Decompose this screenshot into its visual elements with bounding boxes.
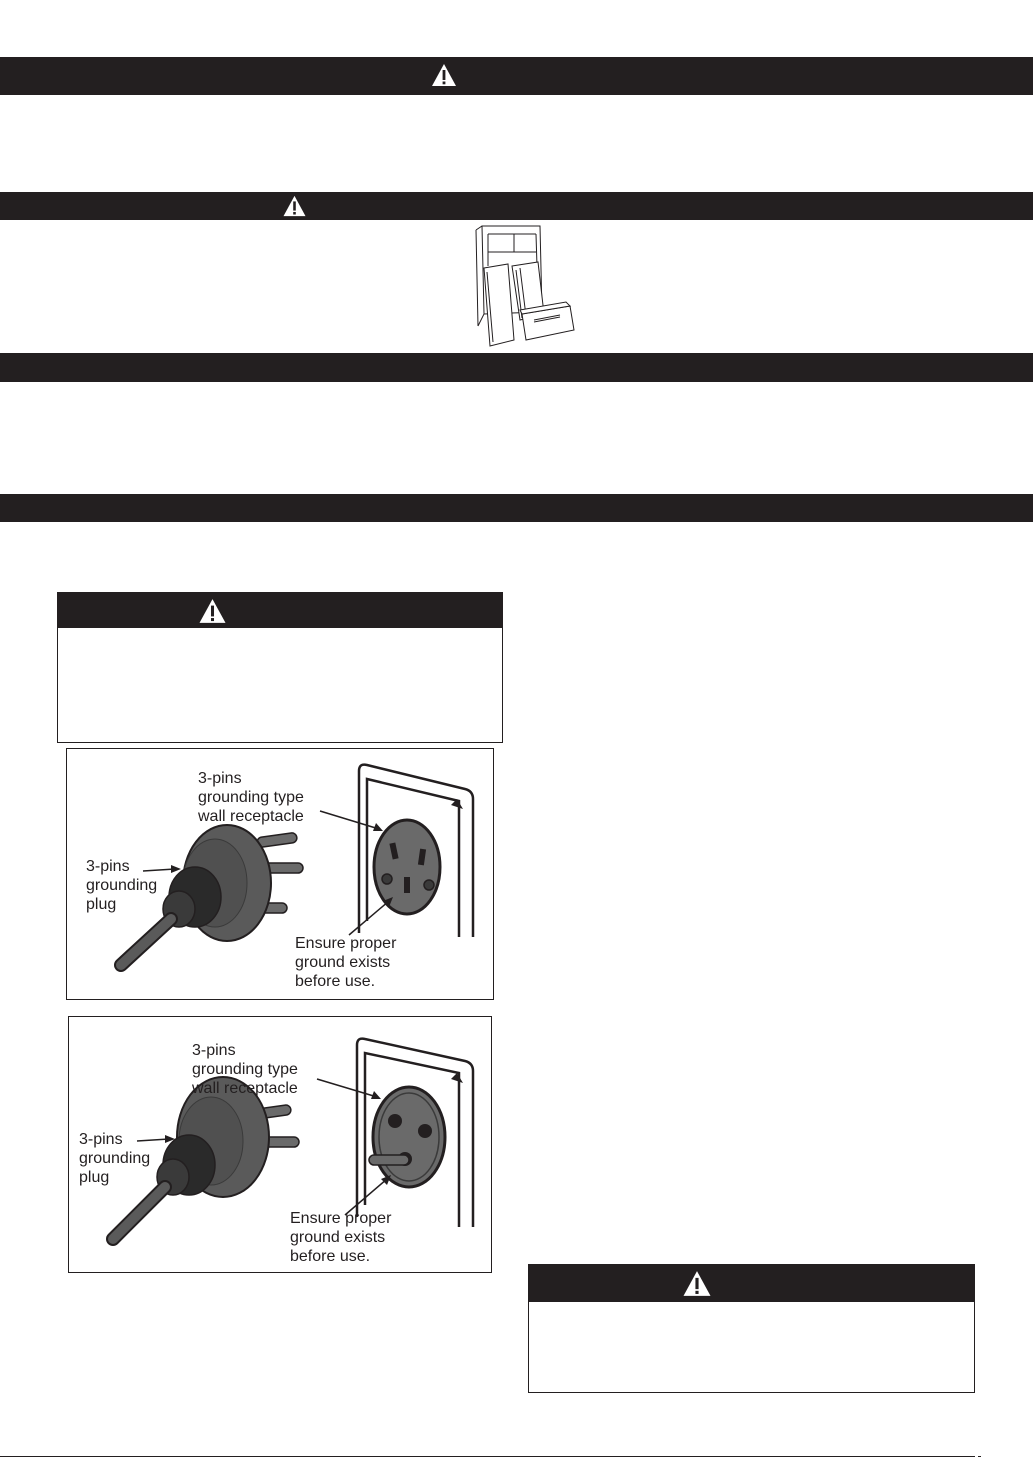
warning-triangle-icon xyxy=(682,1270,712,1297)
warning-header-bar-1 xyxy=(0,57,1033,95)
ground-label: Ensure proper ground exists before use. xyxy=(295,935,397,990)
warning-header-bar-2 xyxy=(0,192,1033,220)
warning-box-left xyxy=(57,592,503,743)
warning-triangle-icon xyxy=(198,598,227,624)
grounding-figure-top xyxy=(66,748,494,1000)
refrigerator-illustration xyxy=(474,222,584,348)
wall-receptacle-shape xyxy=(374,820,440,914)
wall-receptacle-shape xyxy=(373,1087,445,1187)
warning-box-header xyxy=(529,1265,974,1302)
receptacle-label: 3-pins grounding type wall receptacle xyxy=(198,770,304,825)
warning-triangle-icon xyxy=(431,63,457,87)
ground-label: Ensure proper ground exists before use. xyxy=(290,1210,392,1265)
footer-rule xyxy=(0,1456,975,1457)
plug-label: 3-pins grounding plug xyxy=(79,1131,151,1186)
section-header-bar-3 xyxy=(0,353,1033,382)
plug-label: 3-pins grounding plug xyxy=(86,858,158,913)
footer-tick xyxy=(978,1456,981,1457)
receptacle-label: 3-pins grounding type wall receptacle xyxy=(192,1042,298,1097)
section-header-bar-4 xyxy=(0,494,1033,522)
warning-box-right xyxy=(528,1264,975,1393)
grounding-figure-bottom xyxy=(68,1016,492,1273)
warning-triangle-icon xyxy=(282,195,307,217)
warning-box-header xyxy=(58,593,502,628)
